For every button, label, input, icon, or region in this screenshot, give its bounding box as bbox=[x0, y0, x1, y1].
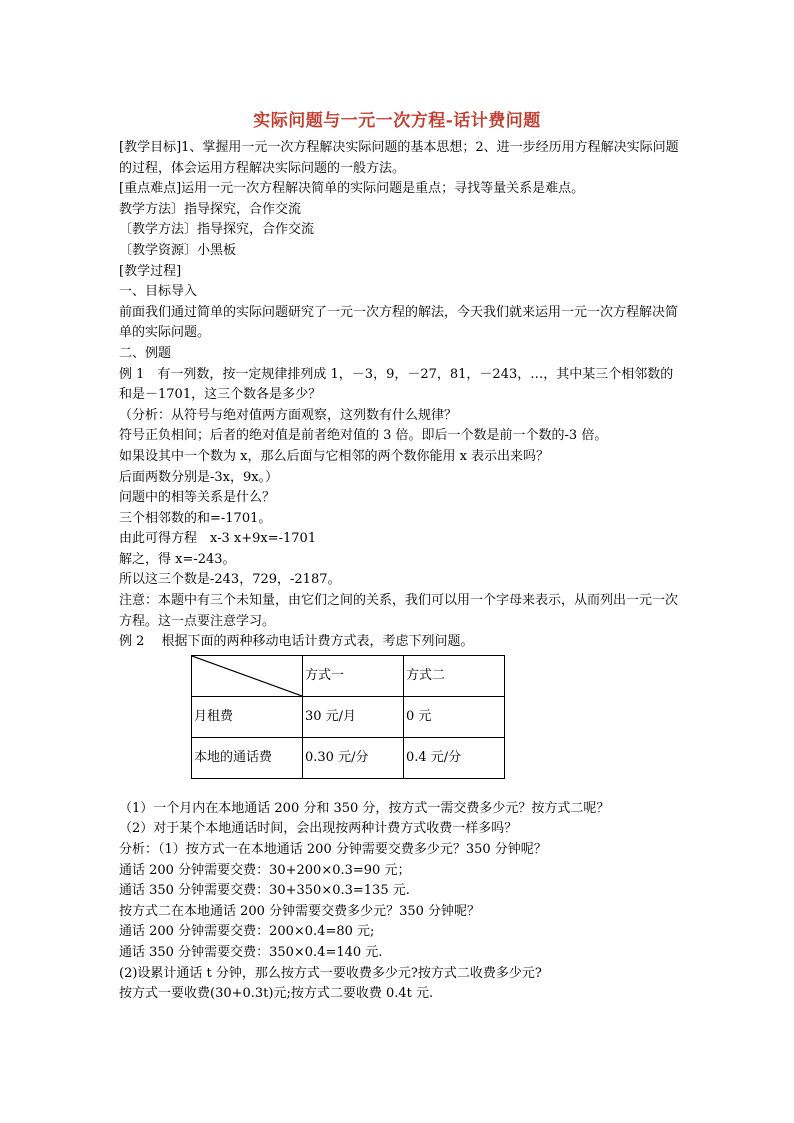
text-line: 通话 350 分钟需要交费：350×0.4=140 元. bbox=[119, 945, 383, 960]
text-line: （分析：从符号与绝对值两方面观察，这列数有什么规律？ bbox=[119, 407, 458, 423]
document-title: 实际问题与一元一次方程-话计费问题 bbox=[253, 111, 541, 131]
text-line: 例 2 根据下面的两种移动电话计费方式表，考虑下列问题。 bbox=[119, 634, 474, 650]
text-line: 问题中的相等关系是什么？ bbox=[119, 490, 276, 506]
text-line: （2）对于某个本地通话时间，会出现按两种计费方式收费一样多吗？ bbox=[119, 821, 518, 837]
table-header-row bbox=[192, 655, 505, 696]
table-cell: 0.4 元/分 bbox=[404, 737, 505, 778]
text-line: [教学过程] bbox=[119, 263, 182, 279]
text-line: 〔教学方法〕指导探究，合作交流 bbox=[119, 222, 315, 238]
table-cell: 30 元/月 bbox=[303, 696, 404, 737]
text-line: 按方式二在本地通话 200 分钟需要交费多少元？350 分钟呢？ bbox=[119, 903, 481, 919]
diagonal-line bbox=[192, 656, 302, 696]
table-cell: 0.30 元/分 bbox=[303, 737, 404, 778]
text-line: 通话 200 分钟需要交费：200×0.4=80 元; bbox=[119, 924, 375, 940]
text-line: [教学目标]1、掌握用一元一次方程解决实际问题的基本思想；2、进一步经历用方程解决实际问题的过程，体会运用方程解决实际问题的一般方法。 bbox=[119, 140, 679, 176]
table-row-label: 本地的通话费 bbox=[192, 737, 303, 778]
table-header-cell: 方式一 bbox=[303, 655, 404, 696]
text-line: 按方式一要收费(30+0.3t)元;按方式二要收费 0.4t 元. bbox=[119, 986, 434, 1002]
text-line: 后面两数分别是-3x，9x。） bbox=[119, 469, 279, 485]
text-line: 由此可得方程 x-3 x+9x=-1701 bbox=[119, 531, 317, 547]
fee-table bbox=[191, 655, 505, 779]
table-row bbox=[192, 737, 505, 778]
text-line: 例 1 有一列数，按一定规律排列成 1，－3，9，－27，81，－243，…，其中某三个相邻数的和是－1701，这三个数各是多少？ bbox=[119, 366, 674, 403]
text-line: 一、目标导入 bbox=[119, 284, 198, 300]
text-line: 二、例题 bbox=[119, 345, 172, 361]
text-line: 注意：本题中有三个未知量，由它们之间的关系，我们可以用一个字母来表示，从而列出一元一次方程。这一点要注意学习。 bbox=[119, 593, 679, 629]
text-line: 通话 200 分钟需要交费：30+200×0.3=90 元； bbox=[119, 862, 411, 878]
text-line: 通话 350 分钟需要交费：30+350×0.3=135 元. bbox=[119, 883, 410, 899]
text-line: 符号正负相间；后者的绝对值是前者绝对值的 3 倍。即后一个数是前一个数的-3 倍。 bbox=[119, 428, 608, 444]
text-line: 三个相邻数的和=-1701。 bbox=[119, 510, 272, 526]
text-line: 如果设其中一个数为 x，那么后面与它相邻的两个数你能用 x 表示出来吗？ bbox=[119, 448, 550, 464]
text-line: 所以这三个数是-243，729，-2187。 bbox=[119, 572, 341, 588]
text-line: (2)设累计通话 t 分钟，那么按方式一要收费多少元?按方式二收费多少元? bbox=[119, 965, 542, 981]
diagonal-header-cell bbox=[192, 655, 303, 696]
text-line: 解之，得 x=-243。 bbox=[119, 551, 236, 567]
table-cell: 0 元 bbox=[404, 696, 505, 737]
text-line: 〔教学资源〕小黑板 bbox=[119, 242, 237, 258]
text-line: 前面我们通过简单的实际问题研究了一元一次方程的解法，今天我们就来运用一元一次方程解决简单的实际问题。 bbox=[119, 304, 679, 341]
text-line: （1）一个月内在本地通话 200 分和 350 分，按方式一需交费多少元？按方式二呢？ bbox=[119, 800, 610, 816]
text-line: 分析：（1）按方式一在本地通话 200 分钟需要交费多少元？350 分钟呢？ bbox=[119, 842, 547, 858]
table-row bbox=[192, 696, 505, 737]
table-header-cell: 方式二 bbox=[404, 655, 505, 696]
document-body bbox=[119, 138, 679, 1005]
text-line: 教学方法〕指导探究，合作交流 bbox=[119, 201, 302, 217]
text-line: [重点难点]运用一元一次方程解决简单的实际问题是重点；寻找等量关系是难点。 bbox=[119, 181, 585, 197]
table-row-label: 月租费 bbox=[192, 696, 303, 737]
